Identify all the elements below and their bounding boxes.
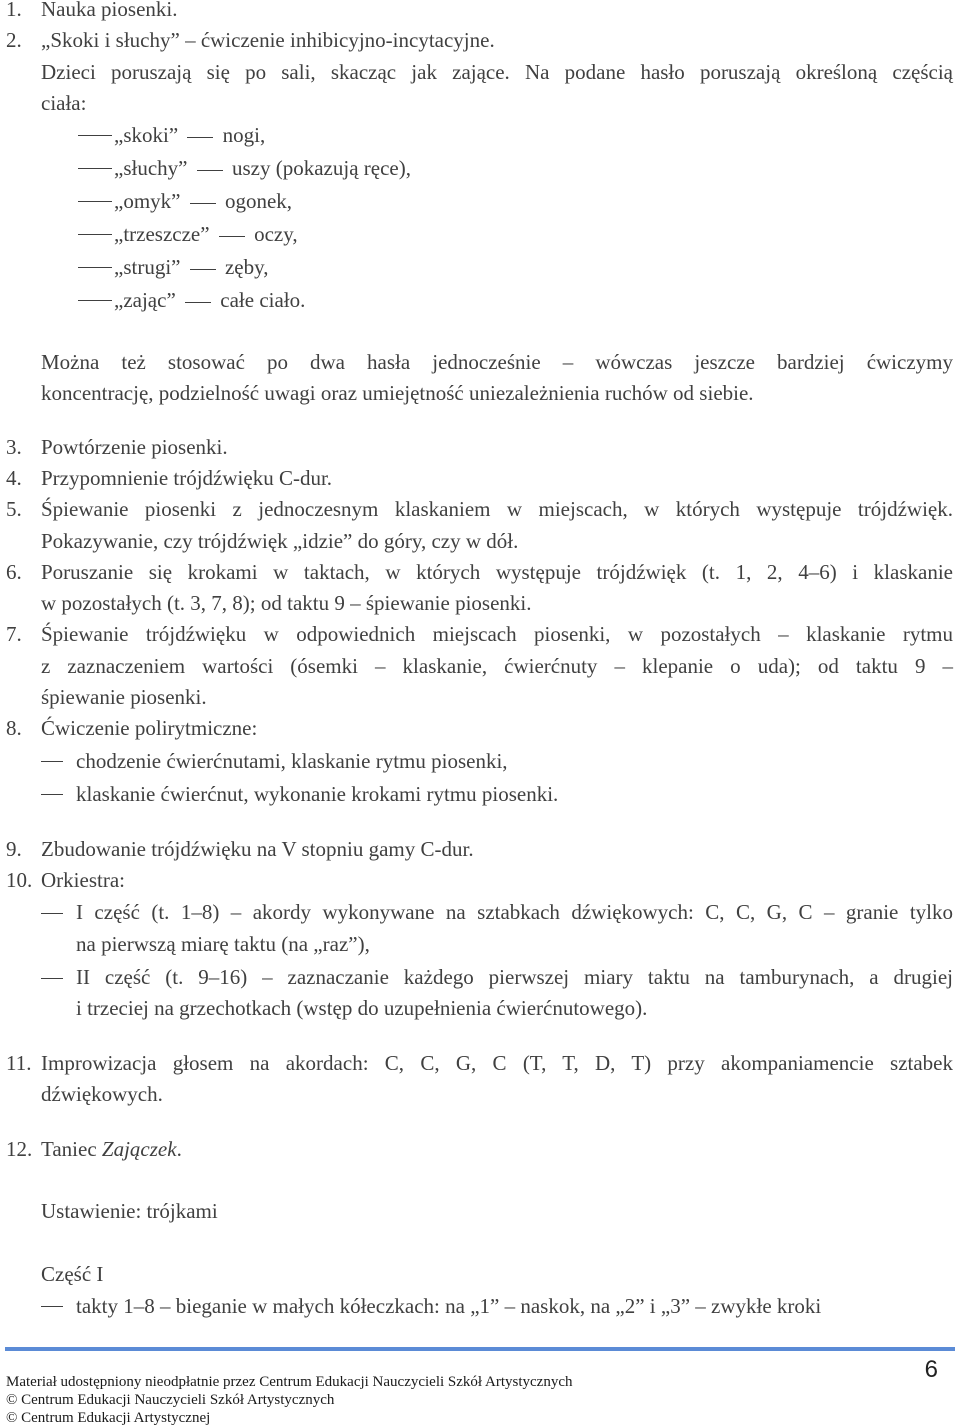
sub-item-text: „skoki” nogi, (114, 123, 266, 147)
item-text: Poruszanie się krokami w taktach, w których występuje trójdźwięk (t. 1, 2, 4–6) i klaskanie (41, 560, 953, 584)
item-text: Przypomnienie trójdźwięku C-dur. (41, 466, 333, 490)
sub-item-text: „trzeszcze” oczy, (114, 222, 298, 246)
page-number: 6 (924, 1356, 938, 1383)
dash-bullet (78, 201, 112, 202)
paragraph-text: Można też stosować po dwa hasła jednocześnie – wówczas jeszcze bardziej ćwiczymy (41, 350, 953, 374)
sub-item-text: I część (t. 1–8) – akordy wykonywane na sztabkach dźwiękowych: C, C, G, C – granie tylko (76, 900, 953, 924)
dash-bullet (78, 234, 112, 235)
item-number: 12. (6, 1137, 33, 1161)
item-number: 7. (6, 622, 22, 646)
item-text: Pokazywanie, czy trójdźwięk „idzie” do góry, czy w dół. (41, 529, 519, 553)
item-number: 10. (6, 868, 33, 892)
footer-line: Materiał udostępniony nieodpłatnie przez Centrum Edukacji Nauczycieli Szkół Artystycznych (6, 1374, 573, 1390)
part-text: Część I (41, 1262, 104, 1286)
item-number: 4. (6, 466, 22, 490)
sub-item-text: „zając” całe ciało. (114, 288, 306, 312)
item-number: 11. (6, 1051, 32, 1075)
dance-title: Zajączek (101, 1137, 177, 1161)
item-text: Powtórzenie piosenki. (41, 435, 228, 459)
item-number: 3. (6, 435, 22, 459)
item-number: 8. (6, 716, 22, 740)
dash-bullet (41, 913, 63, 914)
item-number: 9. (6, 837, 22, 861)
paragraph-text: koncentrację, podzielność uwagi oraz umiejętność uniezależnienia ruchów od siebie. (41, 381, 754, 405)
item-text: śpiewanie piosenki. (41, 685, 207, 709)
item-text: Ćwiczenie polirytmiczne: (41, 716, 258, 740)
item-number: 5. (6, 497, 22, 521)
sub-item-text: chodzenie ćwierćnutami, klaskanie rytmu piosenki, (76, 749, 508, 773)
item-number: 2. (6, 28, 22, 52)
footer-line: © Centrum Edukacji Nauczycieli Szkół Artystycznych (6, 1392, 335, 1408)
dash-bullet (78, 267, 112, 268)
item-text: Zbudowanie trójdźwięku na V stopniu gamy C-dur. (41, 837, 474, 861)
footer-line: © Centrum Edukacji Artystycznej (6, 1410, 211, 1426)
dash-bullet (41, 794, 63, 795)
paragraph-text: Dzieci poruszają się po sali, skacząc jak zające. Na podane hasło poruszają określoną częścią (41, 60, 953, 84)
setup-text: Ustawienie: trójkami (41, 1199, 218, 1223)
sub-item-text: na pierwszą miarę taktu (na „raz”), (76, 932, 370, 956)
item-text: dźwiękowych. (41, 1082, 163, 1106)
item-text: Śpiewanie piosenki z jednoczesnym klaskaniem w miejscach, w których występuje trójdźwięk. (41, 497, 953, 521)
item-text: Taniec Zajączek. (41, 1137, 182, 1161)
dash-bullet (41, 978, 63, 979)
sub-item-text: takty 1–8 – bieganie w małych kółeczkach: na „1” – naskok, na „2” i „3” – zwykłe kroki (76, 1294, 822, 1318)
dash-bullet (78, 300, 112, 301)
sub-item-text: „strugi” zęby, (114, 255, 269, 279)
dash-bullet (41, 1306, 63, 1307)
sub-item-text: „omyk” ogonek, (114, 189, 293, 213)
item-text: Nauka piosenki. (41, 0, 178, 21)
item-number: 6. (6, 560, 22, 584)
item-number: 1. (6, 0, 22, 21)
footer-divider (5, 1347, 955, 1351)
item-text: Orkiestra: (41, 868, 125, 892)
sub-item-text: „słuchy” uszy (pokazują ręce), (114, 156, 411, 180)
sub-item-text: klaskanie ćwierćnut, wykonanie krokami rytmu piosenki. (76, 782, 559, 806)
item-text: „Skoki i słuchy” – ćwiczenie inhibicyjno-incytacyjne. (41, 28, 495, 52)
item-text: Śpiewanie trójdźwięku w odpowiednich miejscach piosenki, w pozostałych – klaskanie rytmu (41, 622, 953, 646)
sub-item-text: i trzeciej na grzechotkach (wstęp do uzupełnienia ćwierćnutowego). (76, 996, 648, 1020)
paragraph-text: ciała: (41, 91, 87, 115)
dash-bullet (78, 135, 112, 136)
sub-item-text: II część (t. 9–16) – zaznaczanie każdego pierwszej miary taktu na tamburynach, a drugiej (76, 965, 953, 989)
item-text: Improwizacja głosem na akordach: C, C, G, C (T, T, D, T) przy akompaniamencie sztabek (41, 1051, 953, 1075)
item-text: w pozostałych (t. 3, 7, 8); od taktu 9 – śpiewanie piosenki. (41, 591, 532, 615)
dash-bullet (78, 168, 112, 169)
dash-bullet (41, 761, 63, 762)
item-text: z zaznaczeniem wartości (ósemki – klaskanie, ćwierćnuty – klepanie o uda); od taktu 9 – (41, 654, 953, 678)
